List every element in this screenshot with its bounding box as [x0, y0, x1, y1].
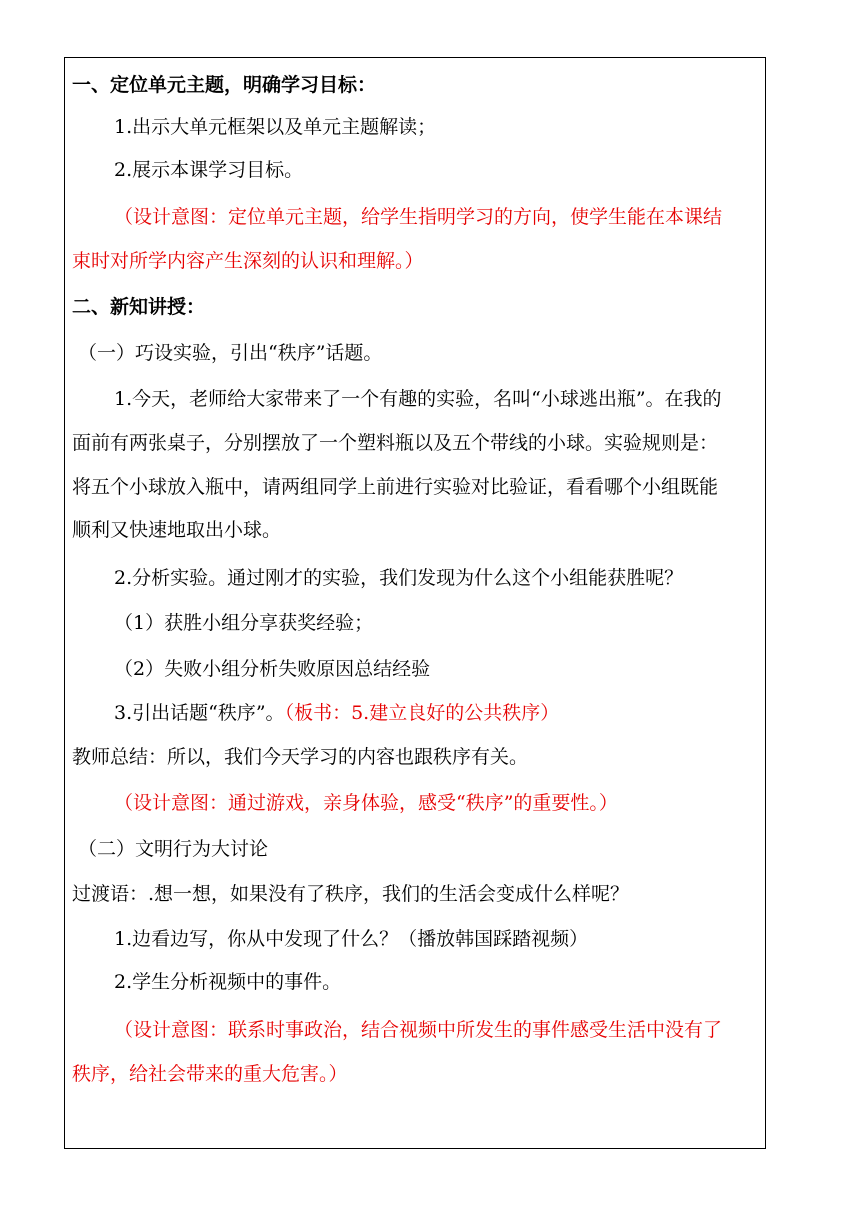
part-1-item-3: [114, 701, 804, 725]
part-1-title: （一）巧设实验，引出“秩序”话题。: [78, 342, 383, 364]
section-1-item-1: 1.出示大单元框架以及单元主题解读；: [114, 116, 437, 138]
part-2-item-1: 1.边看边写，你从中发现了什么？（播放韩国踩踏视频）: [114, 928, 589, 950]
part-1-item-1-line-3: 将五个小球放入瓶中，请两组同学上前进行实验对比验证，看看哪个小组既能: [72, 476, 719, 498]
part-2-design-intent-line-2: 秩序，给社会带来的重大危害。）: [72, 1063, 348, 1085]
part-1-item-1-line-2: 面前有两张桌子，分别摆放了一个塑料瓶以及五个带线的小球。实验规则是：: [72, 432, 719, 454]
part-2-title: （二）文明行为大讨论: [78, 838, 269, 860]
part-1-item-2: 2.分析实验。通过刚才的实验，我们发现为什么这个小组能获胜呢？: [114, 567, 684, 589]
section-1-design-intent-line-2: 束时对所学内容产生深刻的认识和理解。）: [72, 250, 424, 272]
item-3-text: 3.引出话题“秩序”。: [114, 702, 285, 724]
section-2-heading: 二、新知讲授：: [72, 296, 206, 318]
section-1-design-intent-line-1: （设计意图：定位单元主题，给学生指明学习的方向，使学生能在本课结: [114, 206, 723, 228]
part-1-design-intent: （设计意图：通过游戏，亲身体验，感受“秩序”的重要性。）: [114, 792, 618, 814]
part-1-item-1-line-4: 顺利又快速地取出小球。: [72, 519, 282, 541]
transition-text: 过渡语：.想一想，如果没有了秩序，我们的生活会变成什么样呢？: [72, 883, 630, 905]
part-1-sub-item-2: （2）失败小组分析失败原因总结经验: [114, 658, 431, 680]
part-1-item-1-line-1: 1.今天，老师给大家带来了一个有趣的实验，名叫“小球逃出瓶”。在我的: [114, 388, 722, 410]
section-1-heading: 一、定位单元主题，明确学习目标：: [72, 74, 377, 96]
section-1-item-2: 2.展示本课学习目标。: [114, 159, 304, 181]
part-1-sub-item-1: （1）获胜小组分享获奖经验；: [114, 612, 374, 634]
blackboard-note: （板书：5.建立良好的公共秩序）: [284, 702, 560, 724]
part-2-item-2: 2.学生分析视频中的事件。: [114, 971, 342, 993]
teacher-summary: 教师总结：所以，我们今天学习的内容也跟秩序有关。: [72, 746, 529, 768]
part-2-design-intent-line-1: （设计意图：联系时事政治，结合视频中所发生的事件感受生活中没有了: [114, 1019, 723, 1041]
